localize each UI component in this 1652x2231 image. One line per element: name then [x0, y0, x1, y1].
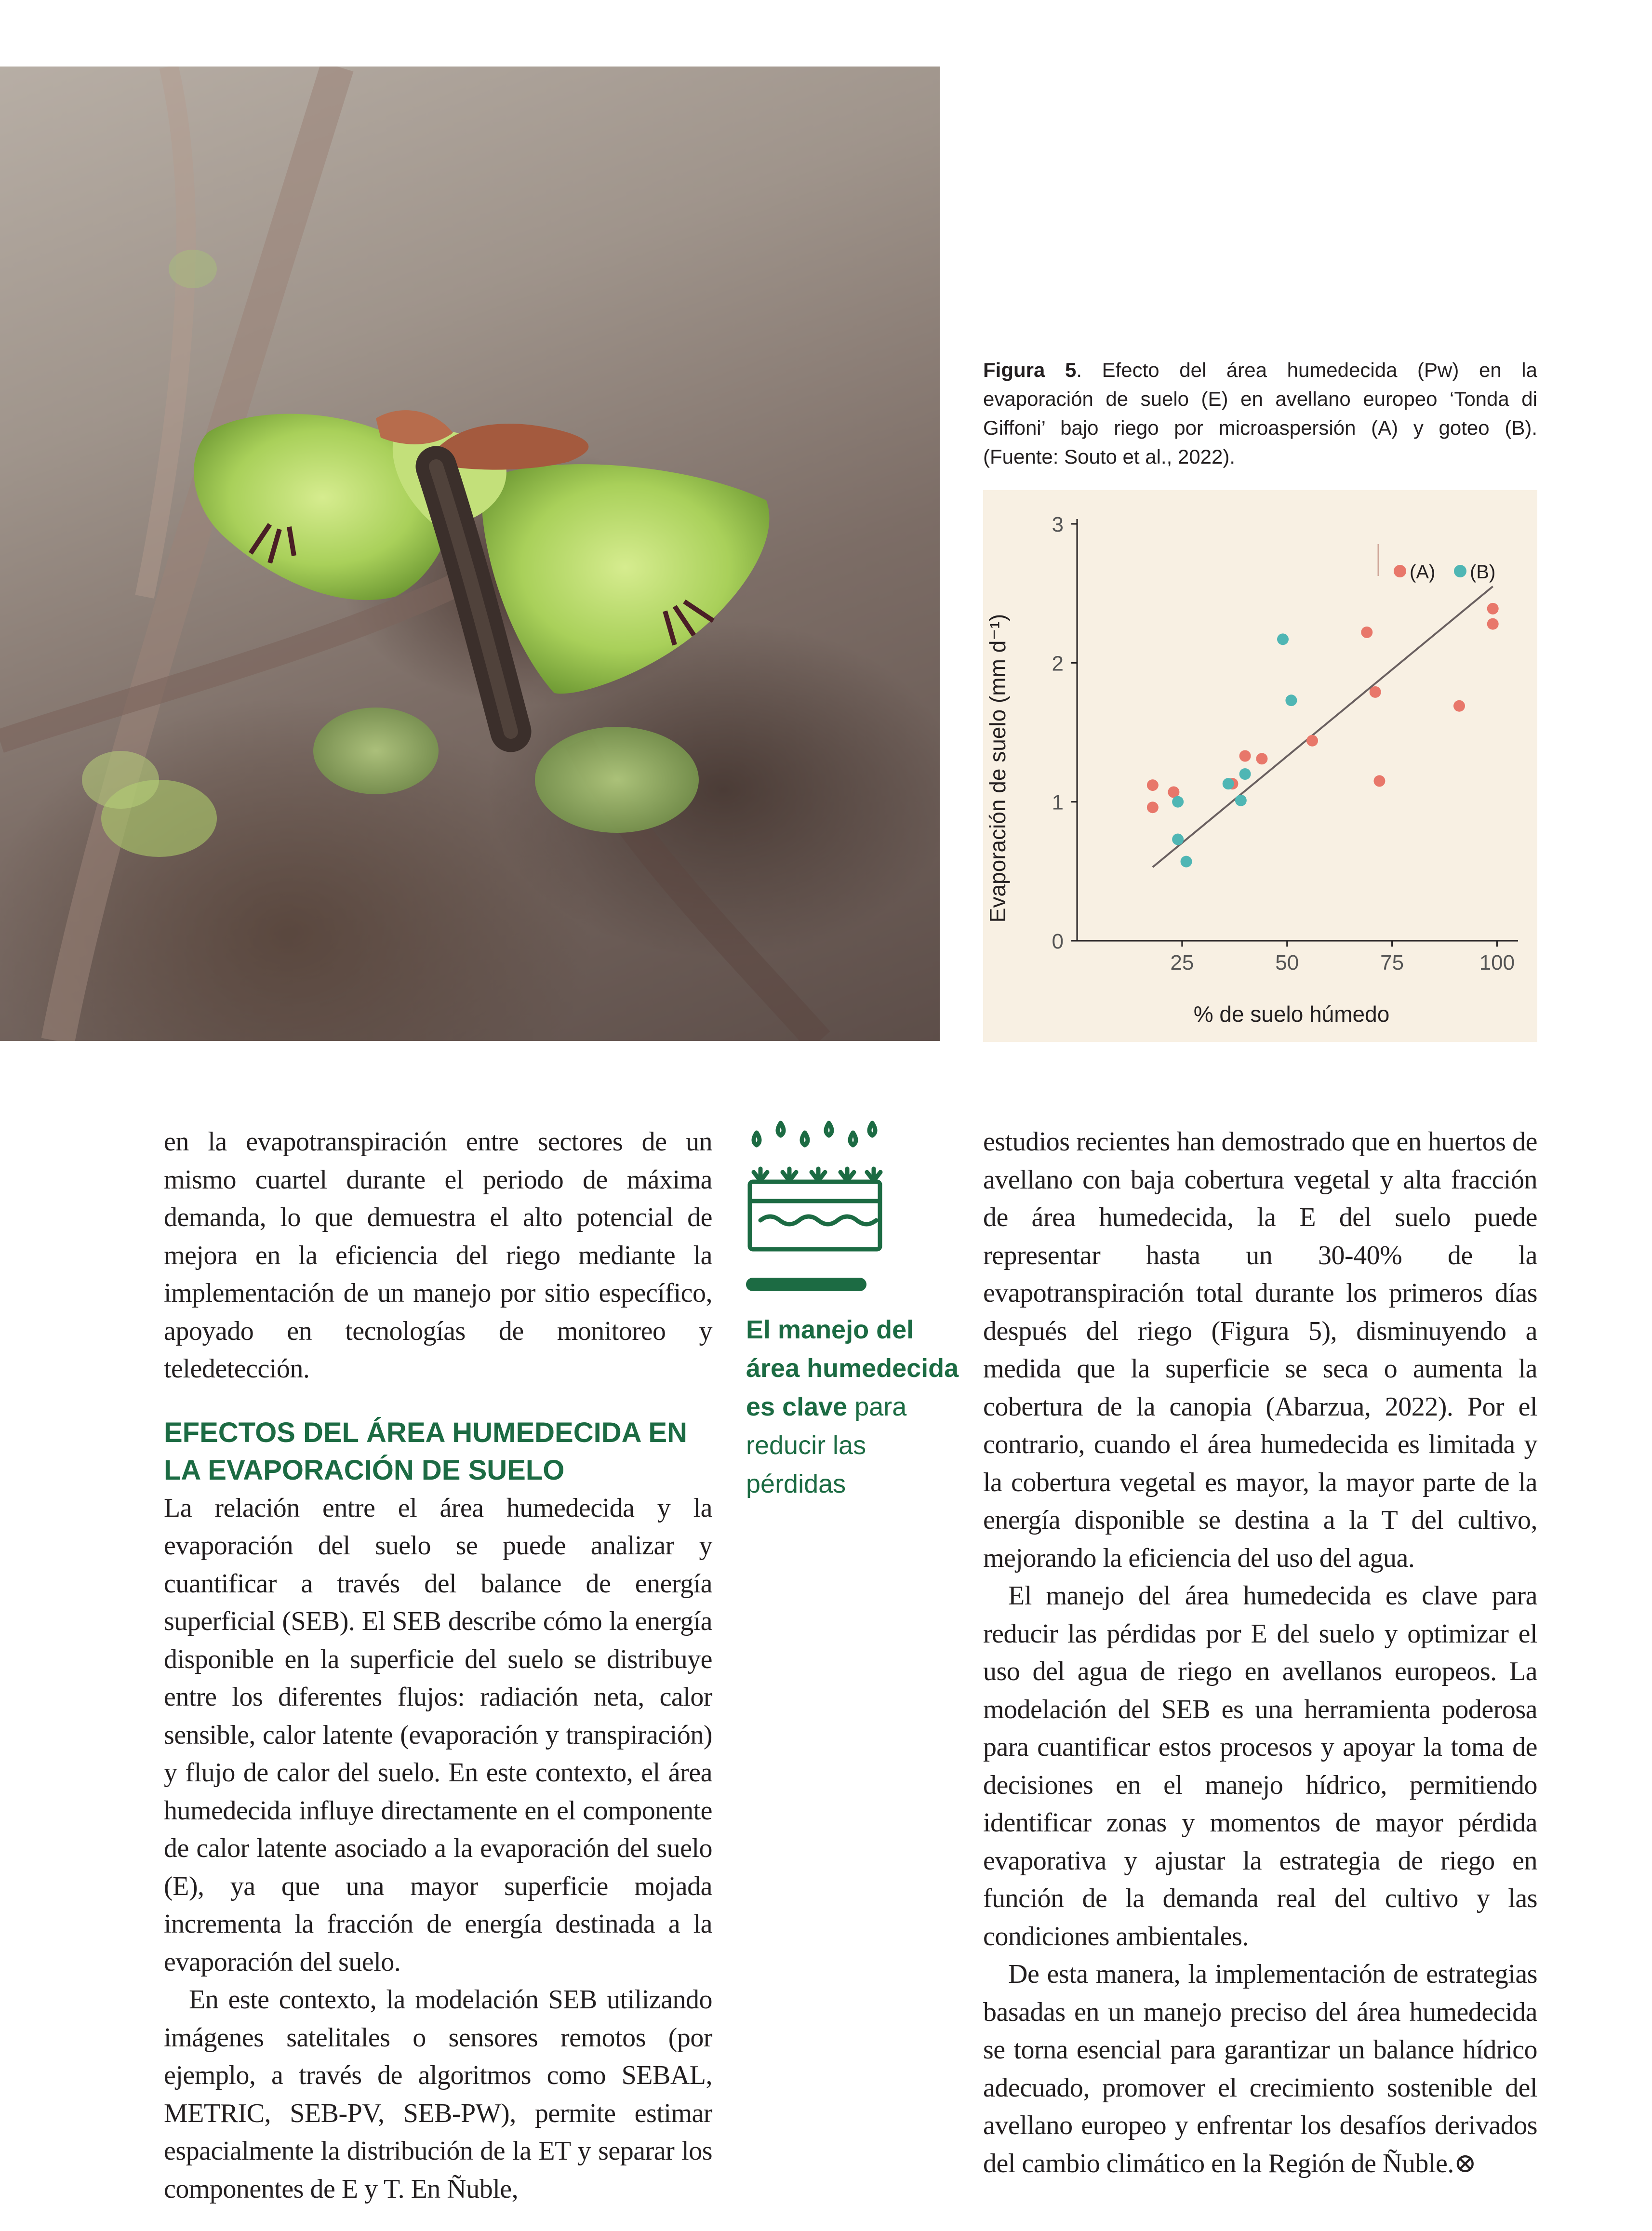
left-text-column [164, 1123, 712, 2208]
section-heading: EFECTOS DEL ÁREA HUMEDECIDA EN LA EVAPORACIÓN DE SUELO [164, 1416, 687, 1486]
legend-marker [1394, 565, 1406, 577]
data-point-a [1370, 686, 1381, 698]
data-point-b [1277, 633, 1289, 645]
x-tick-label: 75 [1380, 951, 1404, 975]
y-tick-label: 3 [1052, 513, 1064, 536]
data-point-a [1487, 618, 1499, 630]
hazelnut-bud-illustration [0, 67, 940, 1041]
data-point-b [1172, 796, 1184, 808]
legend-label: (A) [1410, 561, 1436, 583]
pull-quote-rule [746, 1278, 866, 1291]
paragraph: En este contexto, la modelación SEB utilizando imágenes satelitales o sensores remotos (por ejemplo, a través de algoritmos como SEBAL, METRIC, SEB-PV, SEB-PW), permite estimar espacialmente la distribución de la ET y separar los componentes de E y T. En Ñuble, [164, 1985, 712, 2204]
paragraph: El manejo del área humedecida es clave para reducir las pérdidas por E del suelo y optimizar el uso del agua de riego en avellanos europeos. La modelación del SEB es una herramienta poderosa para cuantificar estos procesos y apoyar la toma de decisiones en el manejo hídrico, permitiendo identificar zonas y momentos de mayor pérdida evaporativa y ajustar la estrategia de riego en función de la demanda real del cultivo y las condiciones ambientales. [983, 1581, 1537, 1951]
data-point-a [1256, 753, 1267, 764]
data-point-a [1361, 627, 1372, 638]
data-point-b [1172, 834, 1184, 845]
hazelnut-bud-photo [0, 67, 940, 1041]
chart-y-axis-label: Evaporación de suelo (mm d⁻¹) [985, 614, 1010, 923]
data-point-a [1373, 775, 1385, 787]
data-point-a [1239, 750, 1251, 762]
pull-quote-bold: El manejo del área humedecida es clave [746, 1315, 959, 1421]
y-tick-label: 0 [1052, 930, 1064, 953]
chart-x-axis-label: % de suelo húmedo [1193, 1002, 1390, 1027]
trend-line [1153, 587, 1493, 867]
x-tick-label: 25 [1170, 951, 1194, 975]
figure-caption [983, 356, 1537, 471]
figure-caption-text: . Efecto del área humedecida (Pw) en la evaporación de suelo (E) en avellano europeo ‘Tonda di Giffoni’ bajo riego por microaspersión (A) y goteo (B). (Fuente: Souto et al., 2022). [983, 359, 1537, 468]
y-tick-label: 1 [1052, 790, 1064, 815]
chart-plot-area [983, 490, 1537, 1042]
legend-label: (B) [1470, 561, 1496, 583]
x-tick-label: 100 [1479, 951, 1515, 975]
data-point-b [1239, 768, 1251, 780]
right-text-column [983, 1123, 1537, 2182]
data-point-b [1285, 695, 1297, 706]
paragraph: La relación entre el área humedecida y la evaporación del suelo se puede analizar y cuantificar a través del balance de energía superficial (SEB). El SEB describe cómo la energía disponible en la superficie del suelo se distribuye entre los diferentes flujos: radiación neta, calor sensible, calor latente (evaporación y transpiración) y flujo de calor del suelo. En este contexto, el área humedecida influye directamente en el componente de calor latente asociado a la evaporación del suelo (E), ya que una mayor superficie mojada incrementa la fracción de energía destinada a la evaporación del suelo. [164, 1493, 712, 1977]
data-point-b [1223, 778, 1234, 789]
end-mark-icon: ⊗ [1453, 2148, 1477, 2178]
data-point-b [1181, 856, 1192, 868]
data-point-a [1487, 603, 1499, 615]
pull-quote-text [746, 1310, 968, 1503]
legend-marker [1454, 565, 1466, 577]
data-point-a [1147, 779, 1159, 791]
paragraph: en la evapotranspiración entre sectores de un mismo cuartel durante el periodo de máxima demanda, lo que demuestra el alto potencial de mejora en la eficiencia del riego mediante la implementación de un manejo por sitio específico, apoyado en tecnologías de monitoreo y teledetección. [164, 1127, 712, 1384]
data-point-a [1147, 802, 1159, 813]
data-point-a [1306, 735, 1318, 747]
pull-quote-rest: para reducir las pérdidas [746, 1392, 907, 1498]
pull-quote-box [746, 1118, 968, 1503]
paragraph: estudios recientes han demostrado que en huertos de avellano con baja cobertura vegetal y alta fracción de área humedecida, la E del suelo puede representar hasta un 30-40% de la evapotranspiración total durante los primeros días después del riego (Figura 5), disminuyendo a medida que la superficie se seca o aumenta la cobertura de la canopia (Abarzua, 2022). Por el contrario, cuando el área humedecida es limitada y la cobertura vegetal es mayor, la mayor parte de la energía disponible se destina a la T del cultivo, mejorando la eficiencia del uso del agua. [983, 1127, 1537, 1573]
y-tick-label: 2 [1052, 652, 1064, 676]
paragraph [983, 1955, 1537, 2182]
data-point-a [1453, 700, 1465, 712]
x-tick-label: 50 [1275, 951, 1299, 975]
scatter-chart [983, 490, 1537, 1042]
paragraph-text: De esta manera, la implementación de estrategias basadas en un manejo preciso del área humedecida se torna esencial para garantizar un balance hídrico adecuado, promover el crecimiento sostenible del avellano europeo y enfrentar los desafíos derivados del cambio climático en la Región de Ñuble. [983, 1959, 1537, 2178]
data-point-b [1235, 795, 1247, 806]
irrigation-icon [746, 1118, 886, 1263]
figure-label: Figura 5 [983, 359, 1077, 381]
